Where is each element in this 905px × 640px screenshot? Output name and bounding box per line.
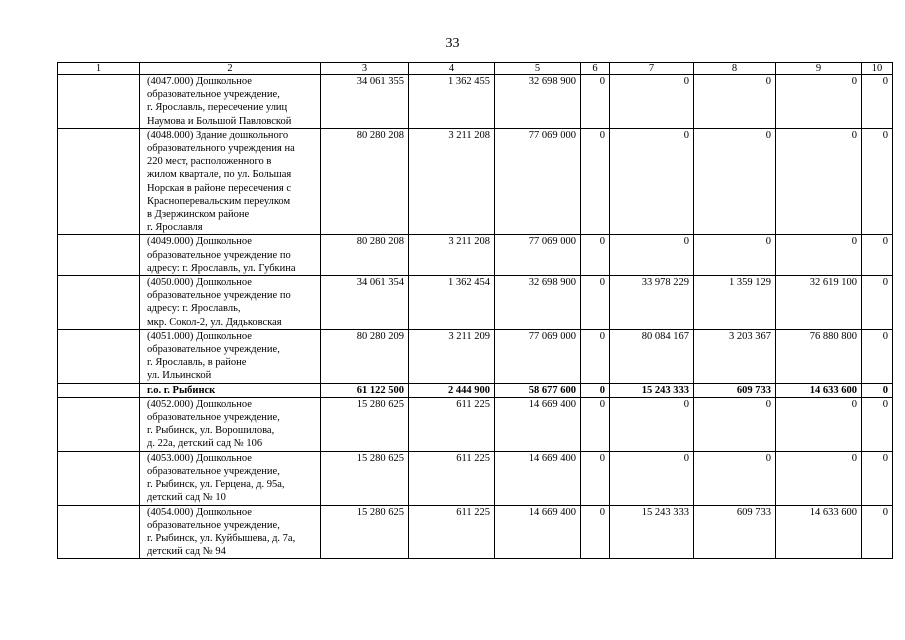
- table-cell-col-7: 15 243 333: [610, 383, 694, 397]
- table-cell-col-1: [58, 451, 140, 505]
- table-cell-col-3: 34 061 355: [321, 75, 409, 129]
- col-header-1: 1: [58, 63, 140, 75]
- table-cell-col-7: 0: [610, 451, 694, 505]
- table-cell-col-3: 80 280 208: [321, 128, 409, 235]
- table-cell-col-1: [58, 235, 140, 276]
- col-header-6: 6: [581, 63, 610, 75]
- table-group-row: [58, 383, 893, 397]
- table-cell-col-10: 0: [862, 329, 893, 383]
- table-cell-col-3: 80 280 208: [321, 235, 409, 276]
- table-cell-col-7: 0: [610, 397, 694, 451]
- table-row: [58, 451, 893, 505]
- table-cell-col-1: [58, 276, 140, 330]
- table-cell-col-8: 3 203 367: [694, 329, 776, 383]
- table-cell-col-4: 611 225: [409, 397, 495, 451]
- table-cell-col-4: 3 211 208: [409, 235, 495, 276]
- budget-table: [57, 62, 893, 559]
- col-header-3: 3: [321, 63, 409, 75]
- table-cell-col-8: 0: [694, 75, 776, 129]
- col-header-2: 2: [140, 63, 321, 75]
- table-cell-col-1: [58, 329, 140, 383]
- table-cell-col-1: [58, 75, 140, 129]
- table-cell-col-10: 0: [862, 451, 893, 505]
- table-cell-col-10: 0: [862, 397, 893, 451]
- table-cell-col-10: 0: [862, 276, 893, 330]
- table-row: [58, 276, 893, 330]
- header-row: [58, 63, 893, 75]
- table-cell-col-8: 0: [694, 397, 776, 451]
- table-cell-col-1: [58, 397, 140, 451]
- table-cell-col-6: 0: [581, 383, 610, 397]
- table-cell-col-4: 611 225: [409, 505, 495, 559]
- table-cell-col-3: 34 061 354: [321, 276, 409, 330]
- col-header-8: 8: [694, 63, 776, 75]
- col-header-10: 10: [862, 63, 893, 75]
- table-cell-col-2: г.о. г. Рыбинск: [140, 383, 321, 397]
- table-cell-col-2: (4053.000) Дошкольное образовательное учреждение, г. Рыбинск, ул. Герцена, д. 95а, детский сад № 10: [140, 451, 321, 505]
- table-cell-col-5: 77 069 000: [495, 329, 581, 383]
- table-cell-col-10: 0: [862, 75, 893, 129]
- table-cell-col-5: 77 069 000: [495, 235, 581, 276]
- table-row: [58, 235, 893, 276]
- table-cell-col-2: (4051.000) Дошкольное образовательное учреждение, г. Ярославль, в районе ул. Ильинской: [140, 329, 321, 383]
- table-cell-col-9: 76 880 800: [776, 329, 862, 383]
- table-cell-col-5: 32 698 900: [495, 75, 581, 129]
- table-cell-col-7: 80 084 167: [610, 329, 694, 383]
- col-header-5: 5: [495, 63, 581, 75]
- table-cell-col-3: 80 280 209: [321, 329, 409, 383]
- table-cell-col-3: 15 280 625: [321, 397, 409, 451]
- table-cell-col-9: 32 619 100: [776, 276, 862, 330]
- table-cell-col-2: (4052.000) Дошкольное образовательное учреждение, г. Рыбинск, ул. Ворошилова, д. 22а, детский сад № 106: [140, 397, 321, 451]
- table-cell-col-8: 0: [694, 235, 776, 276]
- table-cell-col-6: 0: [581, 397, 610, 451]
- table-cell-col-7: 15 243 333: [610, 505, 694, 559]
- table-cell-col-6: 0: [581, 451, 610, 505]
- table-cell-col-1: [58, 383, 140, 397]
- table-cell-col-2: (4048.000) Здание дошкольного образовательного учреждения на 220 мест, расположенного в жилом квартале, по ул. Большая Норская в районе пересечения с Красноперевальским переулком в Дзержинском районе г. Ярославля: [140, 128, 321, 235]
- table-cell-col-5: 14 669 400: [495, 397, 581, 451]
- table-cell-col-10: 0: [862, 128, 893, 235]
- table-cell-col-4: 1 362 454: [409, 276, 495, 330]
- table-cell-col-7: 33 978 229: [610, 276, 694, 330]
- table-cell-col-6: 0: [581, 329, 610, 383]
- col-header-4: 4: [409, 63, 495, 75]
- table-cell-col-9: 0: [776, 235, 862, 276]
- table-body: [58, 75, 893, 559]
- table-cell-col-6: 0: [581, 235, 610, 276]
- table-cell-col-5: 77 069 000: [495, 128, 581, 235]
- table-cell-col-8: 0: [694, 451, 776, 505]
- table-cell-col-7: 0: [610, 235, 694, 276]
- table-cell-col-10: 0: [862, 235, 893, 276]
- table-cell-col-7: 0: [610, 75, 694, 129]
- table-cell-col-6: 0: [581, 75, 610, 129]
- table-cell-col-9: 14 633 600: [776, 383, 862, 397]
- table-cell-col-9: 0: [776, 128, 862, 235]
- table-cell-col-6: 0: [581, 128, 610, 235]
- table-cell-col-9: 0: [776, 397, 862, 451]
- table-cell-col-8: 609 733: [694, 383, 776, 397]
- table-row: [58, 75, 893, 129]
- table-cell-col-2: (4050.000) Дошкольное образовательное учреждение по адресу: г. Ярославль, мкр. Сокол-2, ул. Дядьковская: [140, 276, 321, 330]
- table-row: [58, 397, 893, 451]
- table-cell-col-6: 0: [581, 505, 610, 559]
- table-cell-col-8: 0: [694, 128, 776, 235]
- table-cell-col-6: 0: [581, 276, 610, 330]
- table-cell-col-5: 14 669 400: [495, 451, 581, 505]
- table-cell-col-5: 58 677 600: [495, 383, 581, 397]
- table-row: [58, 329, 893, 383]
- table-cell-col-5: 32 698 900: [495, 276, 581, 330]
- table-cell-col-4: 3 211 209: [409, 329, 495, 383]
- table-cell-col-1: [58, 505, 140, 559]
- table-cell-col-4: 2 444 900: [409, 383, 495, 397]
- table-cell-col-2: (4047.000) Дошкольное образовательное учреждение, г. Ярославль, пересечение улиц Наумова и Большой Павловской: [140, 75, 321, 129]
- table-cell-col-4: 3 211 208: [409, 128, 495, 235]
- col-header-9: 9: [776, 63, 862, 75]
- table-cell-col-4: 1 362 455: [409, 75, 495, 129]
- table-cell-col-9: 0: [776, 75, 862, 129]
- table-cell-col-9: 0: [776, 451, 862, 505]
- table-cell-col-10: 0: [862, 505, 893, 559]
- table-cell-col-3: 15 280 625: [321, 451, 409, 505]
- table-cell-col-3: 61 122 500: [321, 383, 409, 397]
- table-cell-col-1: [58, 128, 140, 235]
- table-cell-col-2: (4049.000) Дошкольное образовательное учреждение по адресу: г. Ярославль, ул. Губкина: [140, 235, 321, 276]
- table-cell-col-2: (4054.000) Дошкольное образовательное учреждение, г. Рыбинск, ул. Куйбышева, д. 7а, детский сад № 94: [140, 505, 321, 559]
- table-cell-col-5: 14 669 400: [495, 505, 581, 559]
- table-cell-col-7: 0: [610, 128, 694, 235]
- table-cell-col-3: 15 280 625: [321, 505, 409, 559]
- col-header-7: 7: [610, 63, 694, 75]
- page-number: 33: [445, 36, 460, 51]
- table-cell-col-8: 609 733: [694, 505, 776, 559]
- table-cell-col-4: 611 225: [409, 451, 495, 505]
- table-row: [58, 128, 893, 235]
- table-row: [58, 505, 893, 559]
- table-cell-col-8: 1 359 129: [694, 276, 776, 330]
- table-cell-col-9: 14 633 600: [776, 505, 862, 559]
- table-cell-col-10: 0: [862, 383, 893, 397]
